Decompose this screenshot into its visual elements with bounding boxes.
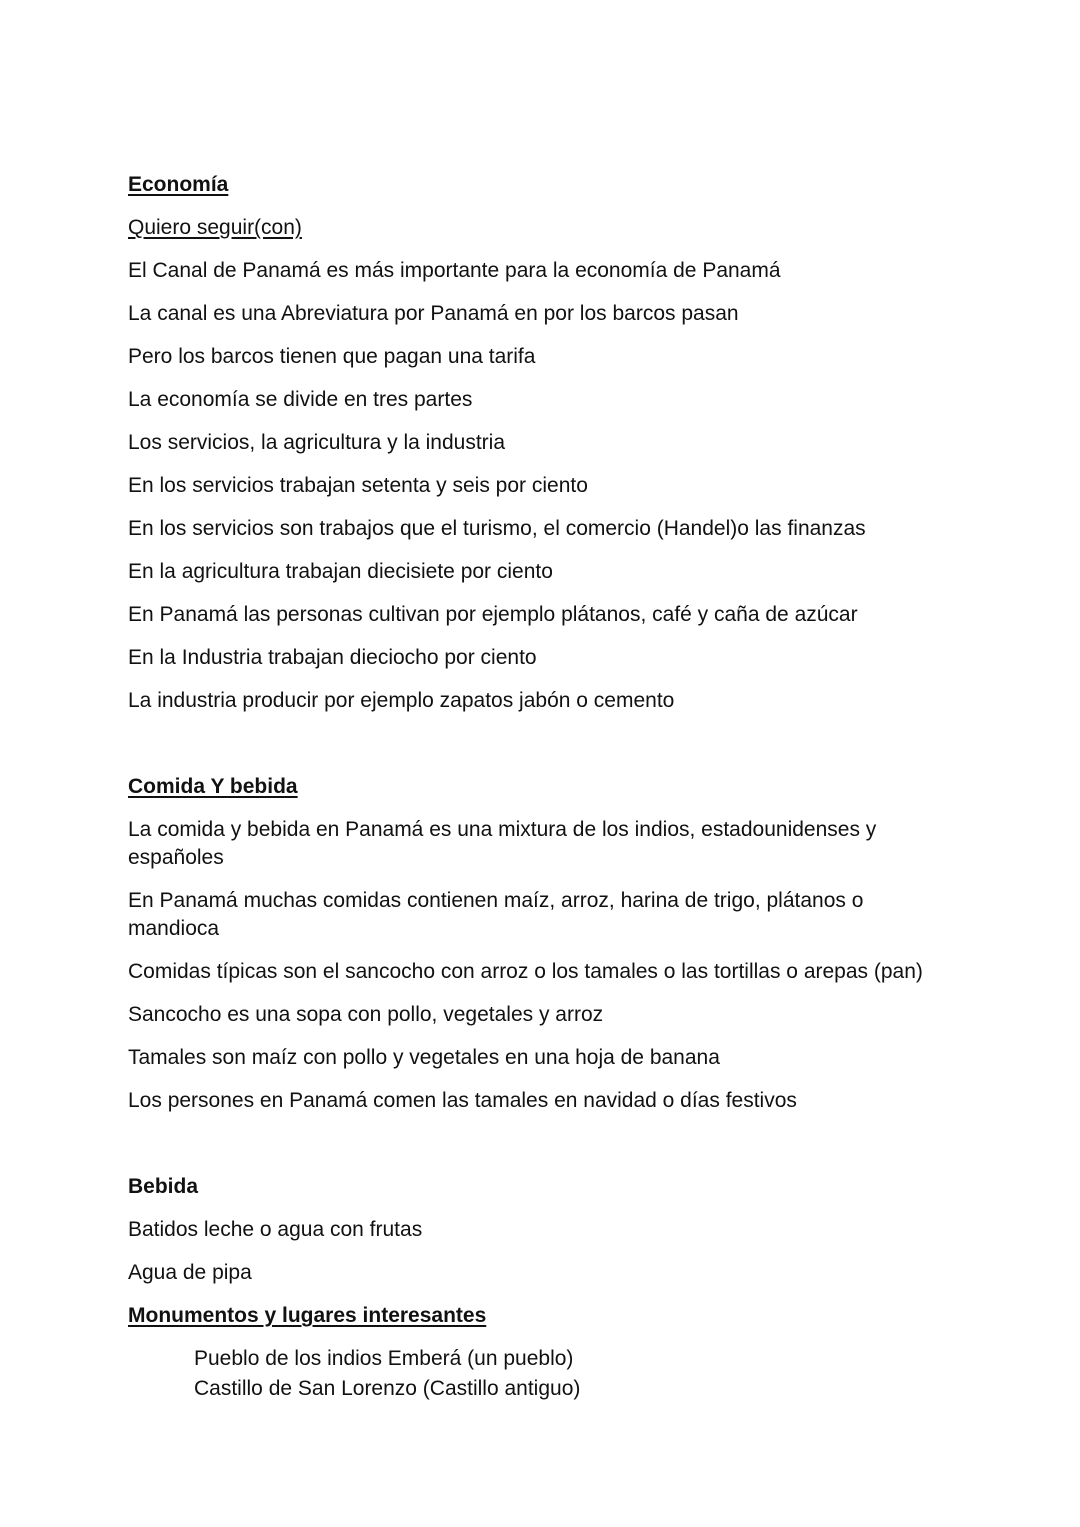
section-heading-bebida: Bebida — [128, 1175, 199, 1198]
economia-line: En la Industria trabajan dieciocho por ciento — [128, 646, 537, 669]
economia-line: En los servicios trabajan setenta y seis por ciento — [128, 474, 588, 497]
monumentos-line: Castillo de San Lorenzo (Castillo antiguo) — [194, 1377, 581, 1400]
section-heading-economia: Economía — [128, 173, 229, 196]
comida-line: La comida y bebida en Panamá es una mixtura de los indios, estadounidenses y españoles — [128, 818, 877, 869]
comida-line: Tamales son maíz con pollo y vegetales en una hoja de banana — [128, 1046, 720, 1069]
economia-line: La industria producir por ejemplo zapatos jabón o cemento — [128, 689, 675, 712]
comida-line: Los persones en Panamá comen las tamales en navidad o días festivos — [128, 1089, 797, 1112]
comida-line: En Panamá muchas comidas contienen maíz, arroz, harina de trigo, plátanos o mandioca — [128, 889, 864, 940]
section-heading-monumentos: Monumentos y lugares interesantes — [128, 1304, 487, 1327]
economia-line: La canal es una Abreviatura por Panamá en por los barcos pasan — [128, 302, 739, 325]
economia-line: La economía se divide en tres partes — [128, 388, 473, 411]
monumentos-line: Pueblo de los indios Emberá (un pueblo) — [194, 1347, 574, 1370]
economia-line: El Canal de Panamá es más importante para la economía de Panamá — [128, 259, 781, 282]
bebida-line: Agua de pipa — [128, 1261, 252, 1284]
economia-line: Pero los barcos tienen que pagan una tarifa — [128, 345, 536, 368]
section-heading-comida: Comida Y bebida — [128, 775, 298, 798]
economia-subheading: Quiero seguir(con) — [128, 216, 302, 239]
bebida-line: Batidos leche o agua con frutas — [128, 1218, 423, 1241]
economia-line: Los servicios, la agricultura y la industria — [128, 431, 505, 454]
comida-line: Sancocho es una sopa con pollo, vegetales y arroz — [128, 1003, 604, 1026]
economia-line: En la agricultura trabajan diecisiete por ciento — [128, 560, 553, 583]
comida-line: Comidas típicas son el sancocho con arroz o los tamales o las tortillas o arepas (pan) — [128, 960, 923, 983]
economia-line: En Panamá las personas cultivan por ejemplo plátanos, café y caña de azúcar — [128, 603, 858, 626]
economia-line: En los servicios son trabajos que el turismo, el comercio (Handel)o las finanzas — [128, 517, 866, 540]
